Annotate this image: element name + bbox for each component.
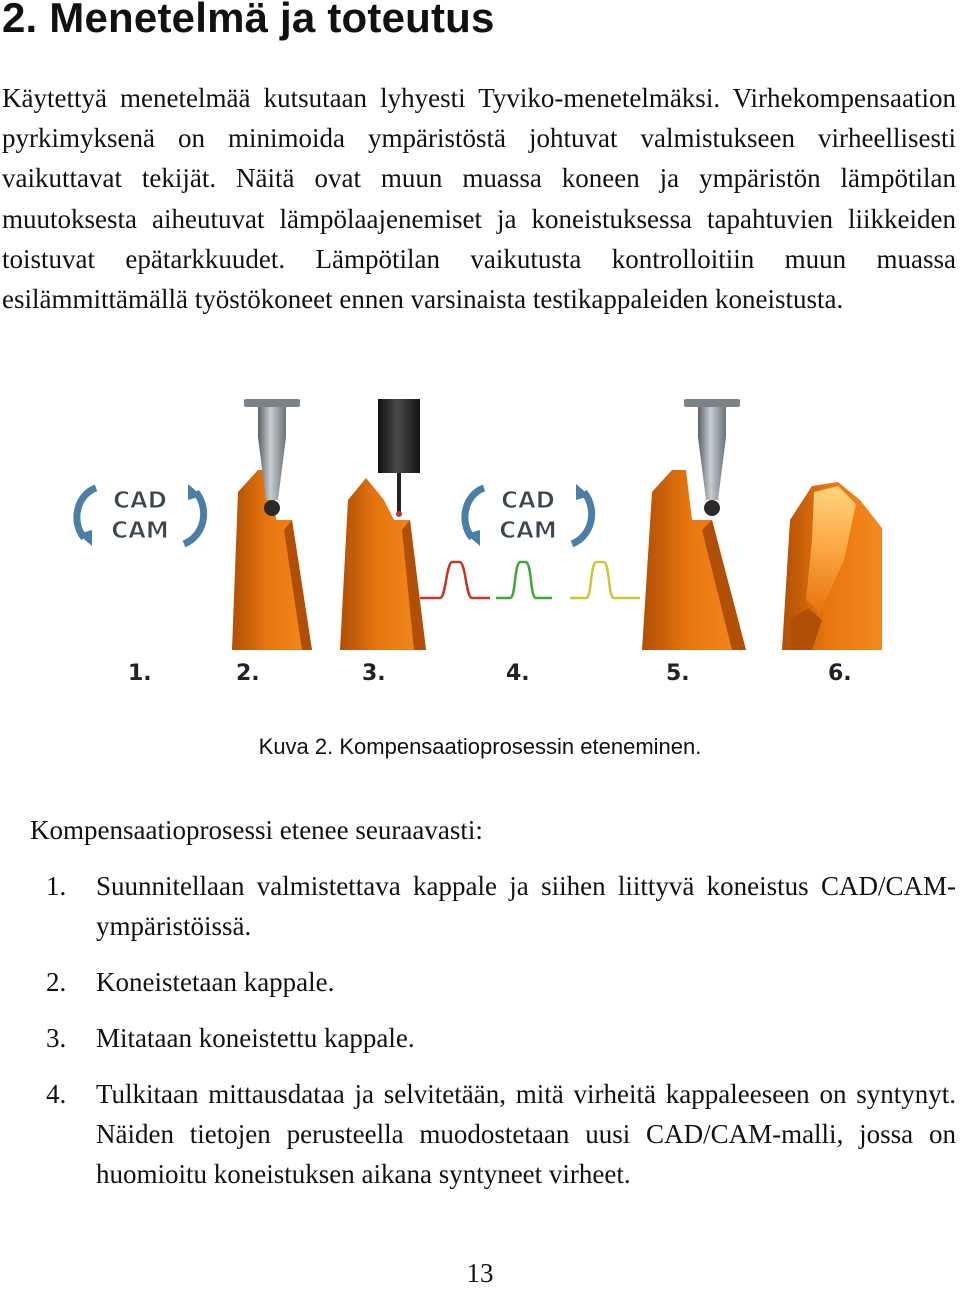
figure-step-label: 6. — [828, 661, 852, 686]
list-item — [46, 962, 956, 1002]
figure-step-label: 1. — [128, 661, 152, 686]
list-item-number: 4. — [46, 1079, 67, 1109]
finished-part-icon — [782, 482, 882, 650]
figure-step-labels — [128, 661, 852, 686]
compensation-process-figure — [0, 390, 960, 700]
list-item-number: 1. — [46, 871, 67, 901]
list-intro: Kompensaatioprosessi etenee seuraavasti: — [30, 815, 483, 845]
figure-step-label: 2. — [236, 661, 260, 686]
figure-step-label: 4. — [506, 661, 530, 686]
body-paragraph: Käytettyä menetelmää kutsutaan lyhyesti Tyviko-menetelmäksi. Virhekompensaation pyrkimyksenä on minimoida ympäristöstä johtuvat valmistukseen virheellisesti vaikuttavat tekijät. Näitä ovat muun muassa koneen ja ympäristön lämpötilan muutoksesta aiheutuvat lämpölaajenemiset ja koneistuksessa tapahtuvien liikkeiden toistuvat epätarkkuudet. Lämpötilan vaikutusta kontrolloitiin muun muassa esilämmittämällä työstökoneet ennen varsinaista testikappaleiden koneistusta. — [2, 83, 956, 315]
list-item-number: 2. — [46, 967, 67, 997]
list-item — [46, 1018, 956, 1058]
list-item-text: Koneistetaan kappale. — [96, 967, 335, 997]
cam-label: CAM — [111, 518, 169, 544]
cam-label-2: CAM — [499, 518, 557, 544]
list-item — [46, 866, 956, 946]
cad-cam-cycle-icon-2 — [465, 484, 592, 546]
cad-label: CAD — [113, 488, 167, 514]
process-steps-list — [46, 866, 956, 1210]
list-item-text: Tulkitaan mittausdataa ja selvitetään, mitä virheitä kappaleeseen on syntynyt. Näiden tietojen perusteella muodostetaan uusi CAD/CAM-malli, jossa on huomioitu koneistuksen aikana syntyneet virheet. — [96, 1079, 956, 1189]
measured-part-with-probe-icon — [340, 399, 426, 650]
figure-illustration — [0, 390, 960, 700]
measurement-signal-icons — [420, 562, 640, 598]
list-item-number: 3. — [46, 1023, 67, 1053]
machined-part-with-cutter-icon — [232, 399, 312, 650]
list-item-text: Mitataan koneistettu kappale. — [96, 1023, 415, 1053]
figure-step-label: 3. — [362, 661, 386, 686]
page-number: 13 — [466, 1258, 494, 1288]
list-item-text: Suunnitellaan valmistettava kappale ja siihen liittyvä koneistus CAD/CAM-ympäristöissä. — [96, 871, 956, 941]
section-heading: 2. Menetelmä ja toteutus — [2, 0, 495, 41]
remachined-part-with-cutter-icon — [642, 399, 746, 650]
cad-cam-cycle-icon-1 — [77, 484, 204, 546]
list-item — [46, 1074, 956, 1194]
figure-step-label: 5. — [666, 661, 690, 686]
cad-label-2: CAD — [501, 488, 555, 514]
figure-caption: Kuva 2. Kompensaatioprosessin eteneminen. — [258, 734, 702, 759]
